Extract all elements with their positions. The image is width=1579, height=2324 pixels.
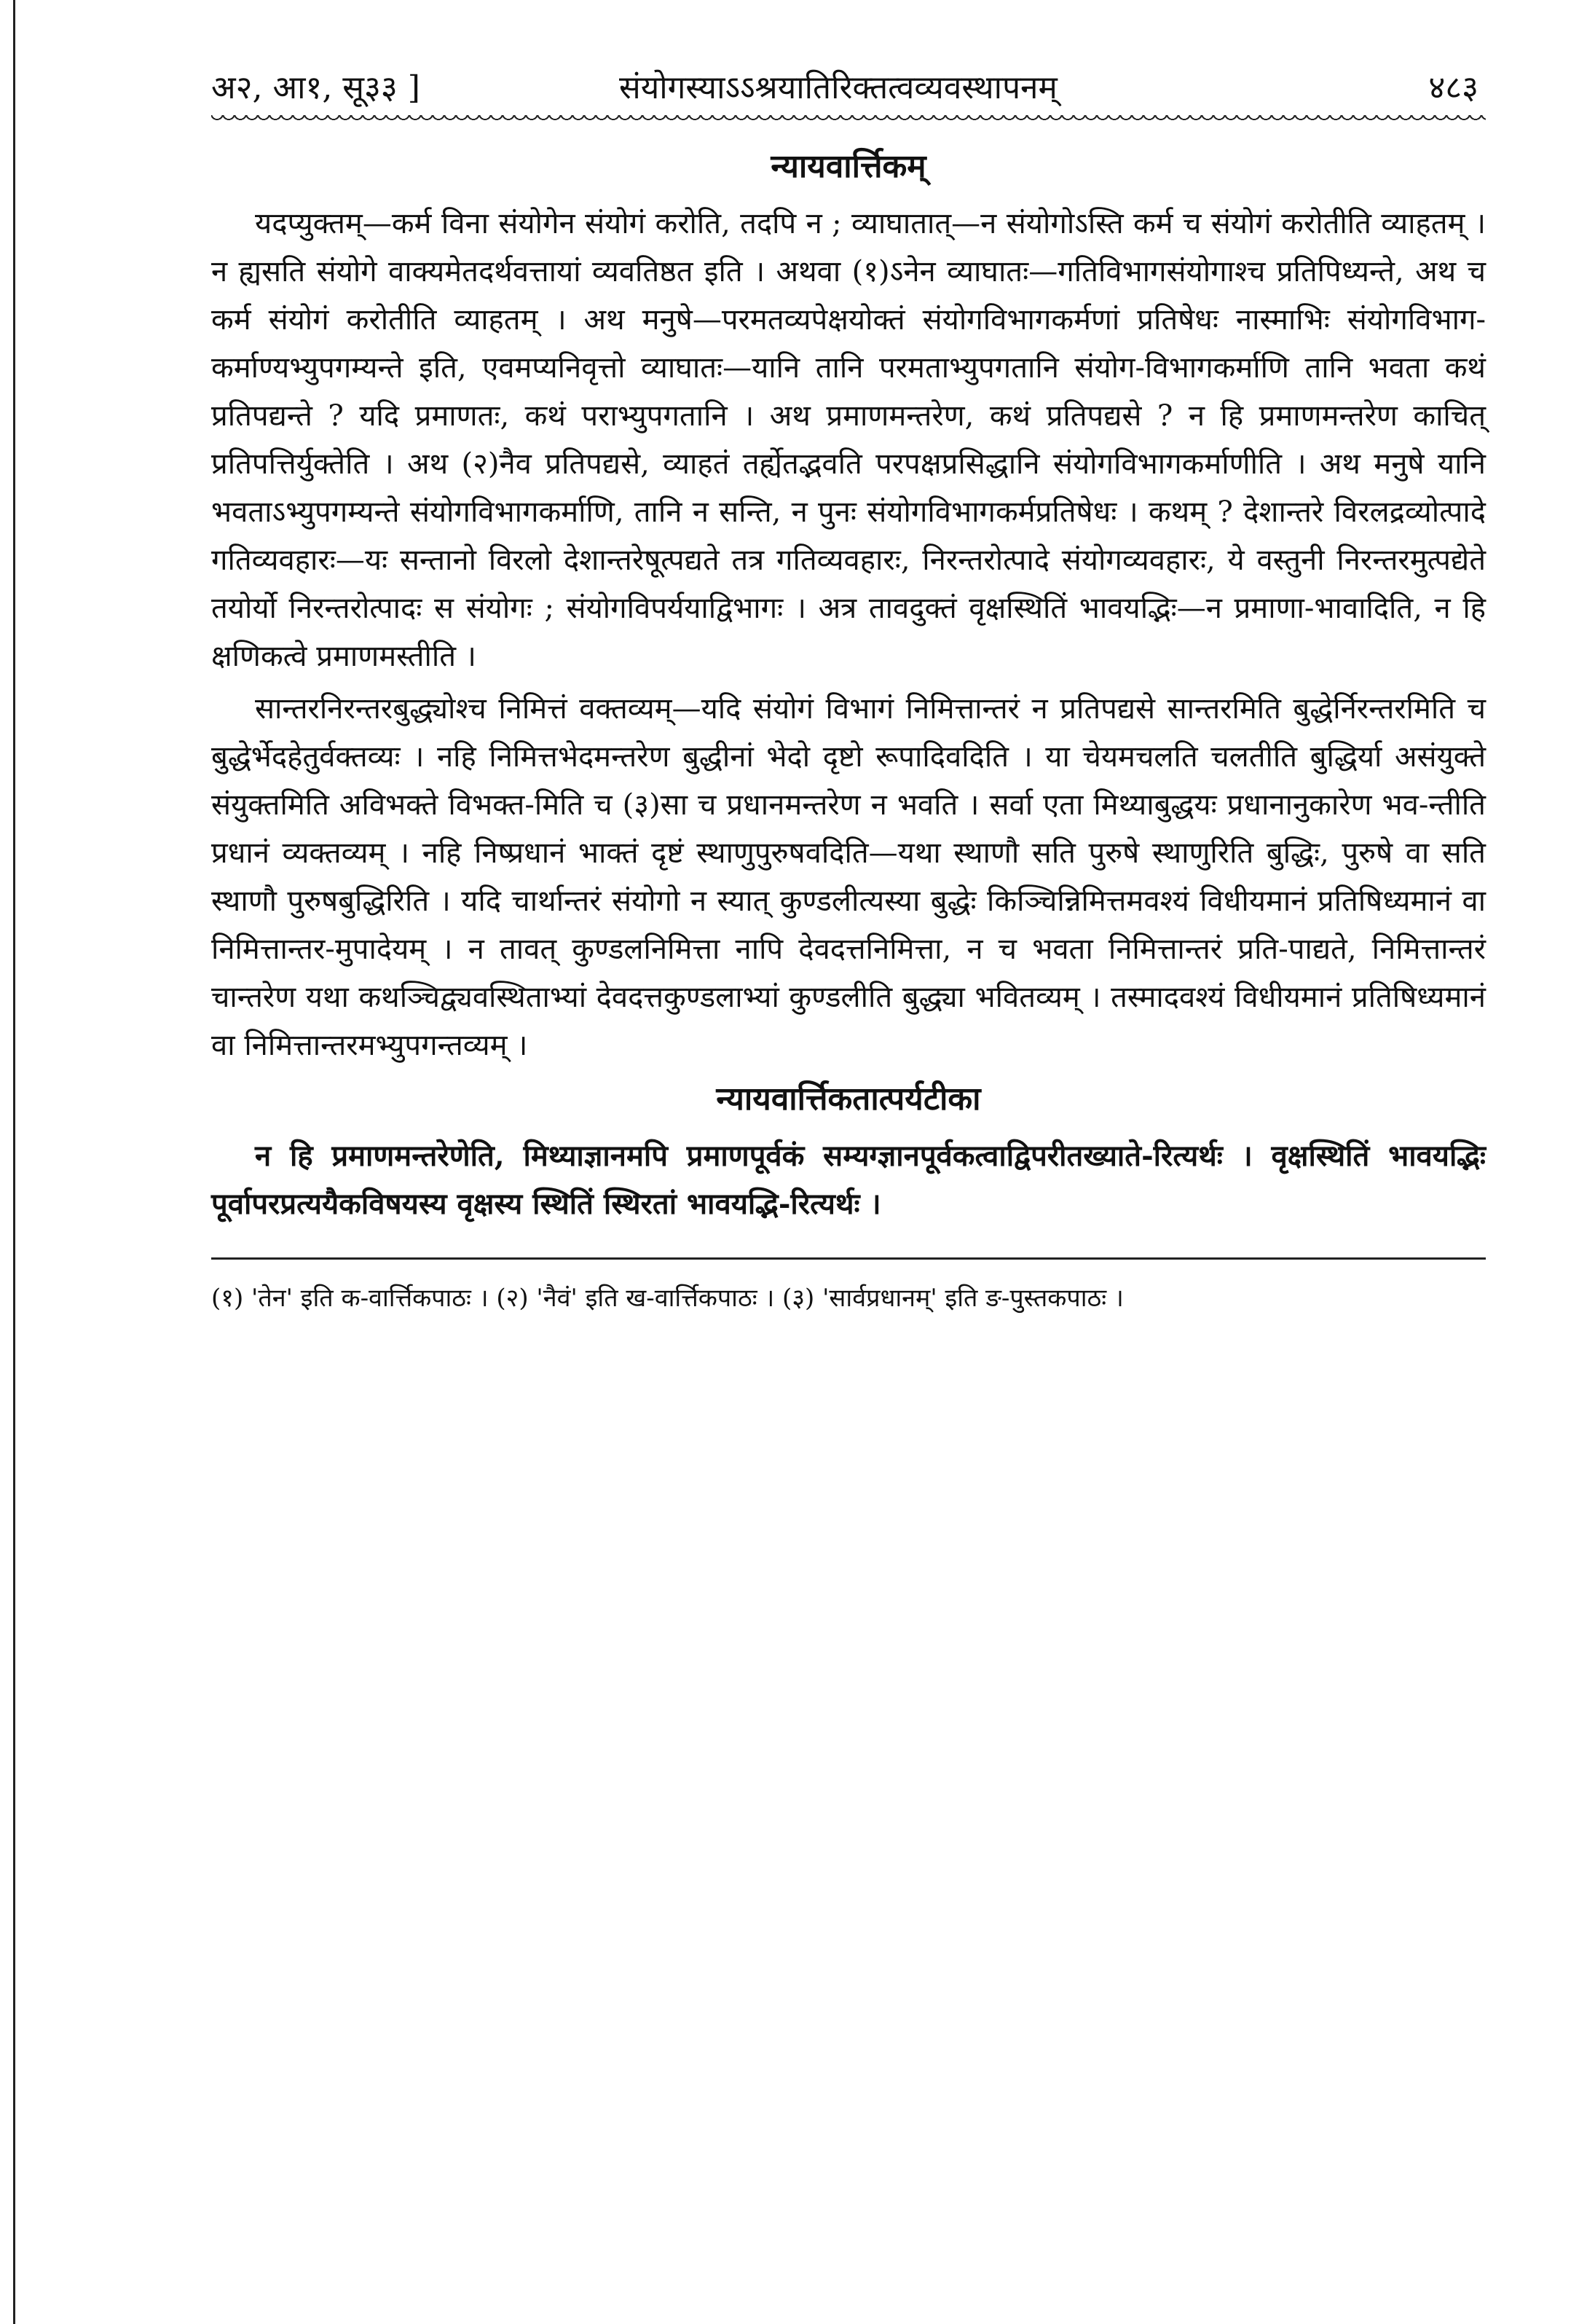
page-edge-line — [13, 0, 15, 2324]
page — [211, 51, 1486, 1319]
section-heading-tatparyatika: न्यायवार्त्तिकतात्पर्यटीका — [716, 1080, 981, 1118]
footnote-rule — [211, 1257, 1486, 1260]
commentary-paragraph: न हि प्रमाणमन्तरेणेति, मिथ्याज्ञानमपि प्रमाणपूर्वकं सम्यग्ज्ञानपूर्वकत्वाद्विपरीतख्याते-रित्यर्थः । वृक्षस्थितिं भावयद्भिः पूर्वापरप्रत्ययैकविषयस्य वृक्षस्य स्थितिं स्थिरतां भावयद्भि-रित्यर्थः । — [211, 1139, 1486, 1221]
footnotes: (१) 'तेन' इति क-वार्त्तिकपाठः । (२) 'नैवं' इति ख-वार्त्तिकपाठः । (३) 'सार्वप्रधानम्' इति ङ-पुस्तकपाठः । — [211, 1284, 1124, 1313]
body-paragraph: सान्तरनिरन्तरबुद्ध्योश्च निमित्तं वक्तव्यम्—यदि संयोगं विभागं निमित्तान्तरं न प्रतिपद्यसे सान्तरमिति बुद्धेर्निरन्तरमिति च बुद्धेर्भेदहेतुर्वक्तव्यः । नहि निमित्तभेदमन्तरेण बुद्धीनां भेदो दृष्टो रूपादिवदिति । या चेयमचलति चलतीति बुद्धिर्या असंयुक्ते संयुक्तमिति अविभक्ते विभक्त-मिति च (३)सा च प्रधानमन्तरेण न भवति । सर्वा एता मिथ्याबुद्धयः प्रधानानुकारेण भव-न्तीति प्रधानं व्यक्तव्यम् । नहि निष्प्रधानं भाक्तं दृष्टं स्थाणुपुरुषवदिति—यथा स्थाणौ सति पुरुषे स्थाणुरिति बुद्धिः, पुरुषे वा सति स्थाणौ पुरुषबुद्धिरिति । यदि चार्थान्तरं संयोगो न स्यात् कुण्डलीत्यस्या बुद्धेः किञ्चिन्निमित्तमवश्यं विधीयमानं प्रतिषिध्यमानं वा निमित्तान्तर-मुपादेयम् । न तावत् कुण्डलनिमित्ता नापि देवदत्तनिमित्ता, न च भवता निमित्तान्तरं प्रति-पाद्यते, निमित्तान्तरं चान्तरेण यथा कथञ्चिद्व्यवस्थिताभ्यां देवदत्तकुण्डलाभ्यां कुण्डलीति बुद्ध्या भवितव्यम् । तस्मादवश्यं विधीयमानं प्रतिषिध्यमानं वा निमित्तान्तरमभ्युपगन्तव्यम् । — [211, 692, 1486, 1062]
page-number: ४८३ — [1428, 69, 1478, 106]
body-paragraph: यदप्युक्तम्—कर्म विना संयोगेन संयोगं करोति, तदपि न ; व्याघातात्—न संयोगोऽस्ति कर्म च संयोगं करोतीति व्याहतम् । न ह्यसति संयोगे वाक्यमेतदर्थवत्तायां व्यवतिष्ठत इति । अथवा (१)ऽनेन व्याघातः—गतिविभागसंयोगाश्च प्रतिपिध्यन्ते, अथ च कर्म संयोगं करोतीति व्याहतम् । अथ मनुषे—परमतव्यपेक्षयोक्तं संयोगविभागकर्मणां प्रतिषेधः नास्माभिः संयोगविभाग-कर्माण्यभ्युपगम्यन्ते इति, एवमप्यनिवृत्तो व्याघातः—यानि तानि परमताभ्युपगतानि संयोग-विभागकर्माणि तानि भवता कथं प्रतिपद्यन्ते ? यदि प्रमाणतः, कथं पराभ्युपगतानि । अथ प्रमाणमन्तरेण, कथं प्रतिपद्यसे ? न हि प्रमाणमन्तरेण काचित् प्रतिपत्तिर्युक्तेति । अथ (२)नैव प्रतिपद्यसे, व्याहतं तर्ह्येतद्भवति परपक्षप्रसिद्धानि संयोगविभागकर्माणीति । अथ मनुषे यानि भवताऽभ्युपगम्यन्ते संयोगविभागकर्माणि, तानि न सन्ति, न पुनः संयोगविभागकर्मप्रतिषेधः । कथम् ? देशान्तरे विरलद्रव्योत्पादे गतिव्यवहारः—यः सन्तानो विरलो देशान्तरेषूत्पद्यते तत्र गतिव्यवहारः, निरन्तरोत्पादे संयोगव्यवहारः, ये वस्तुनी निरन्तरमुत्पद्येते तयोर्यो निरन्तरोत्पादः स संयोगः ; संयोगविपर्ययाद्विभागः । अत्र तावदुक्तं वृक्षस्थितिं भावयद्भिः—न प्रमाणा-भावादिति, न हि क्षणिकत्वे प्रमाणमस्तीति । — [211, 207, 1486, 673]
section-heading-nyayavarttika: न्यायवार्त्तिकम् — [771, 148, 926, 185]
running-head-reference: अ२, आ१, सू३३ ] — [211, 69, 420, 106]
running-head — [211, 51, 1486, 109]
wavy-rule — [211, 115, 1486, 125]
running-head-title: संयोगस्याऽऽश्रयातिरिक्तत्वव्यवस्थापनम् — [619, 69, 1058, 106]
